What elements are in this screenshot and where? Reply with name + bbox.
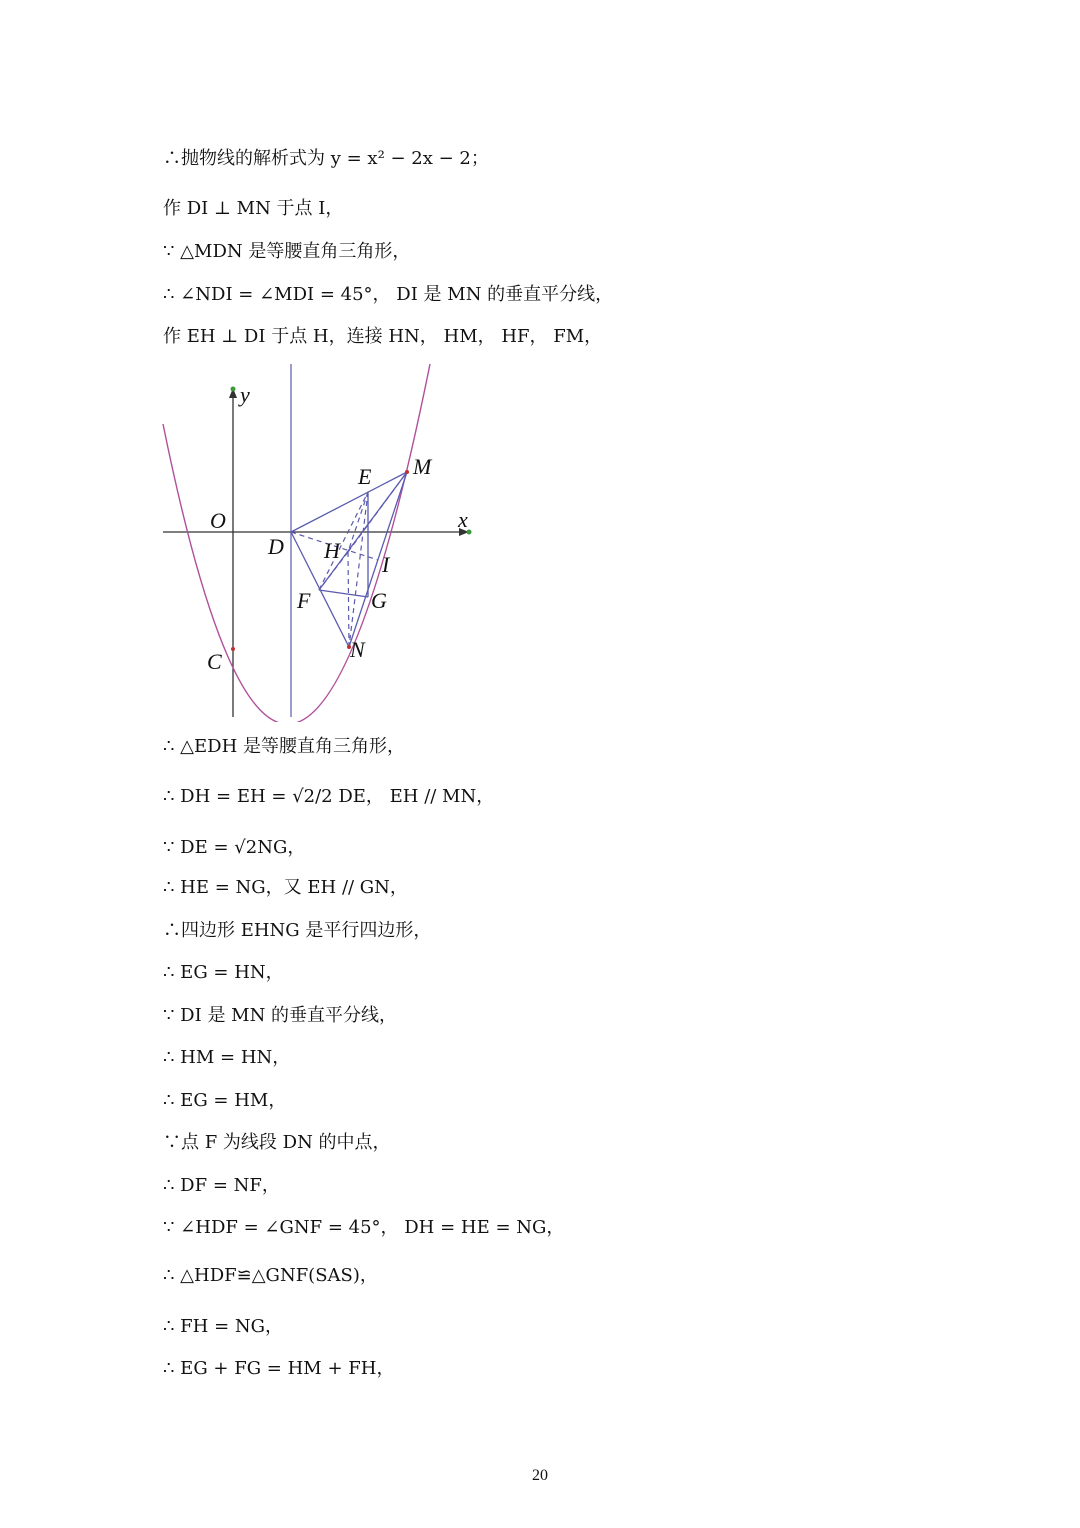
line-9: ∴ HE = NG，又 EH // GN， [163,877,408,898]
line-15: ∵点 F 为线段 DN 的中点， [163,1132,391,1153]
segment-FG [319,590,368,597]
line-13: ∴ HM = HN， [163,1047,291,1068]
line-10: ∴四边形 EHNG 是平行四边形， [163,920,432,941]
label-G: G [371,588,387,613]
label-F: F [297,588,311,613]
line-19: ∴ FH = NG， [163,1316,284,1337]
line-2: 作 DI ⊥ MN 于点 I， [163,198,344,219]
line-3: ∵ △MDN 是等腰直角三角形， [163,241,411,262]
line-11: ∴ EG = HN， [163,962,284,983]
label-M: M [413,454,432,479]
segment-HN [348,552,349,647]
line-16: ∴ DF = NF， [163,1175,280,1196]
page-number: 20 [532,1467,548,1484]
label-y: y [240,382,250,407]
point-C [231,647,235,651]
line-4: ∴ ∠NDI = ∠MDI = 45°， DI 是 MN 的垂直平分线， [163,284,614,305]
line-8: ∵ DE = √2NG， [163,837,306,858]
line-7: ∴ DH = EH = √2/2 DE， EH // MN， [163,786,495,807]
label-O: O [210,508,226,533]
y-axis-end-dot [231,387,236,392]
label-I: I [382,552,390,577]
line-5: 作 EH ⊥ DI 于点 H，连接 HN， HM， HF， FM， [163,326,603,347]
label-D: D [268,534,284,559]
point-M [405,470,409,474]
line-6: ∴ △EDH 是等腰直角三角形， [163,736,406,757]
line-18: ∴ △HDF≌△GNF(SAS)， [163,1265,378,1286]
line-14: ∴ EG = HM， [163,1090,287,1111]
line-1: ∴抛物线的解析式为 y = x² − 2x − 2； [163,148,489,169]
line-17: ∵ ∠HDF = ∠GNF = 45°， DH = HE = NG， [163,1217,565,1238]
segment-EN [349,492,368,647]
label-E: E [358,464,372,489]
label-x: x [458,507,468,532]
line-12: ∵ DI 是 MN 的垂直平分线， [163,1005,398,1026]
label-N: N [350,637,365,662]
label-C: C [207,649,222,674]
line-20: ∴ EG + FG = HM + FH， [163,1358,395,1379]
label-H: H [324,538,340,563]
geometry-figure [160,362,480,722]
